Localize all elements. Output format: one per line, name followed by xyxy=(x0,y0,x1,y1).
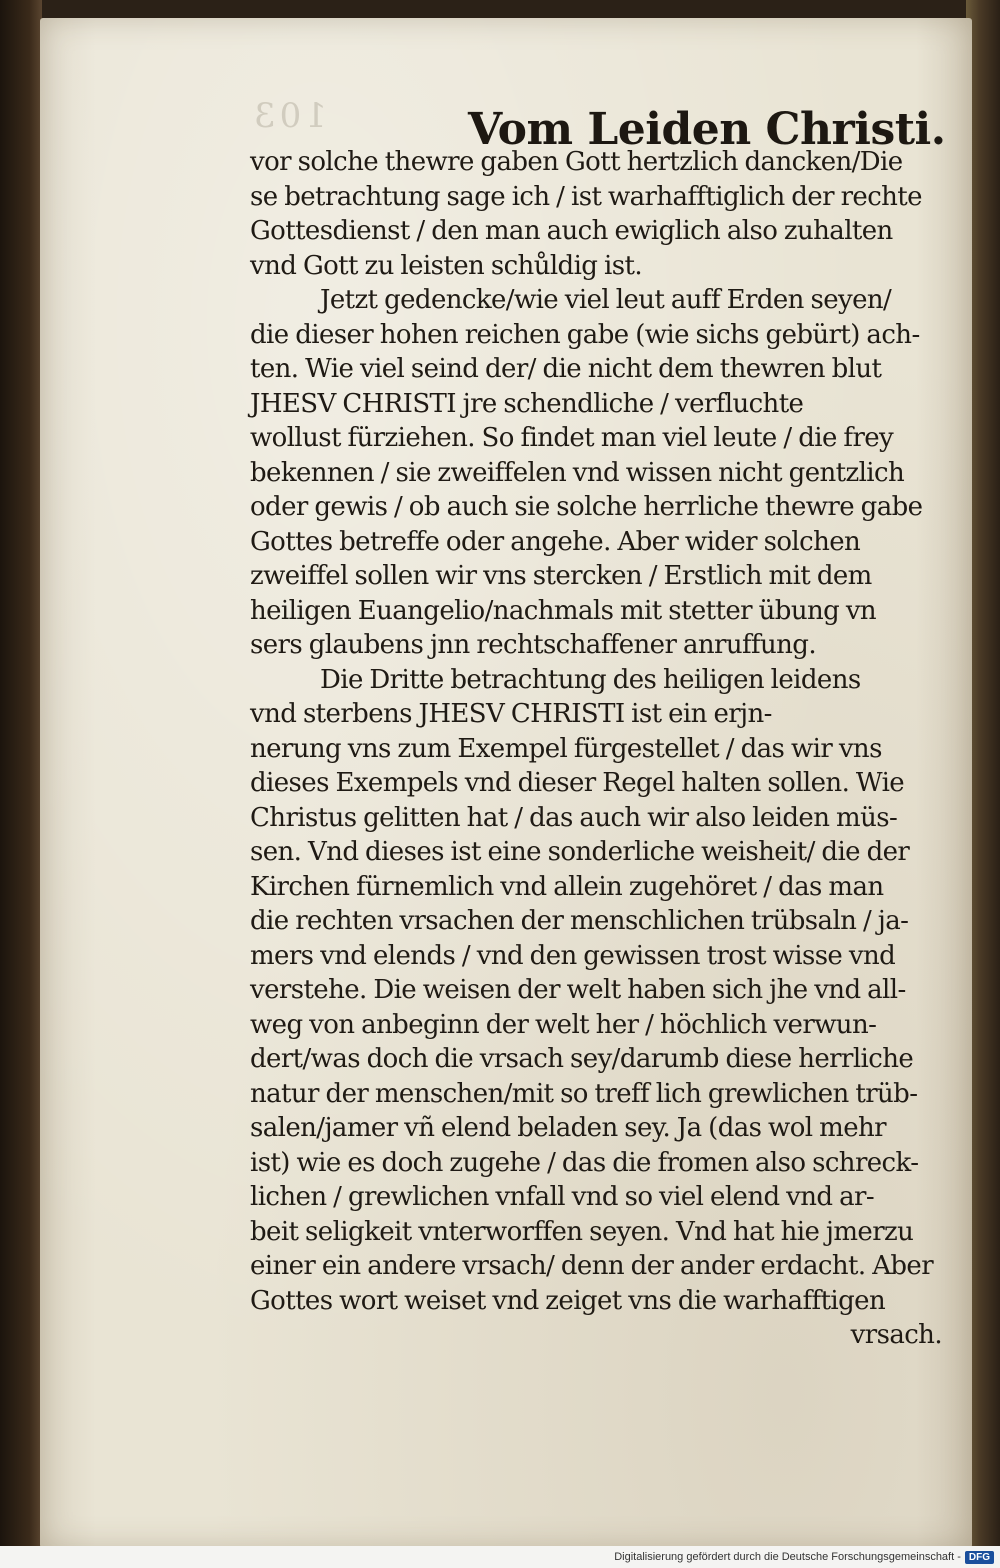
text-line: verstehe. Die weisen der welt haben sich jhe vnd all- xyxy=(250,975,906,1005)
text-line: die dieser hohen reichen gabe (wie sichs gebürt) ach- xyxy=(250,319,920,350)
text-line: Gottes wort weiset vnd zeiget vns die warhafftigen xyxy=(250,1285,886,1316)
paragraph-start-line: Jetzt gedencke/wie viel leut auff Erden seyen/ xyxy=(320,285,892,315)
text-line: sen. Vnd dieses ist eine sonderliche weisheit/ die der xyxy=(250,837,910,867)
text-line: Gottes betreffe oder angehe. Aber wider solchen xyxy=(250,526,861,557)
text-line: die rechten vrsachen der menschlichen trübsaln / ja- xyxy=(250,906,909,936)
dfg-logo: DFG xyxy=(965,1551,994,1564)
digitization-credit-text: Digitalisierung gefördert durch die Deutsche Forschungsgemeinschaft - xyxy=(614,1551,961,1563)
text-line: lichen / grewlichen vnfall vnd so viel elend vnd ar- xyxy=(250,1182,875,1212)
text-line: JHESV CHRISTI jre schendliche / verfluchte xyxy=(250,388,804,419)
text-line: sers glaubens jnn rechtschaffener anruffung. xyxy=(250,630,817,660)
text-line: heiligen Euangelio/nachmals mit stetter übung vn xyxy=(250,595,877,626)
text-line: wollust fürziehen. So findet man viel leute / die frey xyxy=(250,423,894,453)
text-line: Christus gelitten hat / das auch wir also leiden müs- xyxy=(250,802,898,833)
catchword-line: vrsach. xyxy=(850,1320,942,1350)
text-block xyxy=(250,145,960,1353)
text-line: mers vnd elends / vnd den gewissen trost wisse vnd xyxy=(250,940,896,971)
running-header: Vom Leiden Christi. xyxy=(468,104,946,155)
text-line: beit seligkeit vnterworffen seyen. Vnd hat hie jmerzu xyxy=(250,1216,914,1247)
text-line: ten. Wie viel seind der/ die nicht dem thewren blut xyxy=(250,354,882,384)
book-edge-left xyxy=(0,0,42,1568)
text-line: vnd sterbens JHESV CHRISTI ist ein erjn- xyxy=(250,699,772,729)
text-line: nerung vns zum Exempel fürgestellet / das wir vns xyxy=(250,733,882,764)
text-line: ist) wie es doch zugehe / das die fromen also schreck- xyxy=(250,1147,919,1178)
digitization-credit-bar xyxy=(0,1546,1000,1568)
paragraph-start-line: Die Dritte betrachtung des heiligen leidens xyxy=(320,664,861,695)
bleed-through-folio: 103 xyxy=(250,96,327,136)
text-line: einer ein andere vrsach/ denn der ander erdacht. Aber xyxy=(250,1251,934,1281)
text-line: salen/jamer vñ elend beladen sey. Ja (das wol mehr xyxy=(250,1113,886,1143)
text-line: se betrachtung sage ich / ist warhafftiglich der rechte xyxy=(250,181,922,212)
text-line: Gottesdienst / den man auch ewiglich also zuhalten xyxy=(250,216,893,246)
text-line: weg von anbeginn der welt her / höchlich verwun- xyxy=(250,1009,877,1040)
text-line: Kirchen fürnemlich vnd allein zugehöret / das man xyxy=(250,871,884,902)
text-line: bekennen / sie zweiffelen vnd wissen nicht gentzlich xyxy=(250,457,905,488)
text-line: vnd Gott zu leisten schůldig ist. xyxy=(250,250,642,281)
text-line: vor solche thewre gaben Gott hertzlich dancken/Die xyxy=(250,147,903,177)
text-line: oder gewis / ob auch sie solche herrliche thewre gabe xyxy=(250,492,923,522)
text-line: dert/was doch die vrsach sey/darumb diese herrliche xyxy=(250,1044,914,1074)
text-line: zweiffel sollen wir vns stercken / Erstlich mit dem xyxy=(250,561,872,591)
text-line: natur der menschen/mit so treff lich grewlichen trüb- xyxy=(250,1078,918,1109)
text-line: dieses Exempels vnd dieser Regel halten sollen. Wie xyxy=(250,768,905,798)
